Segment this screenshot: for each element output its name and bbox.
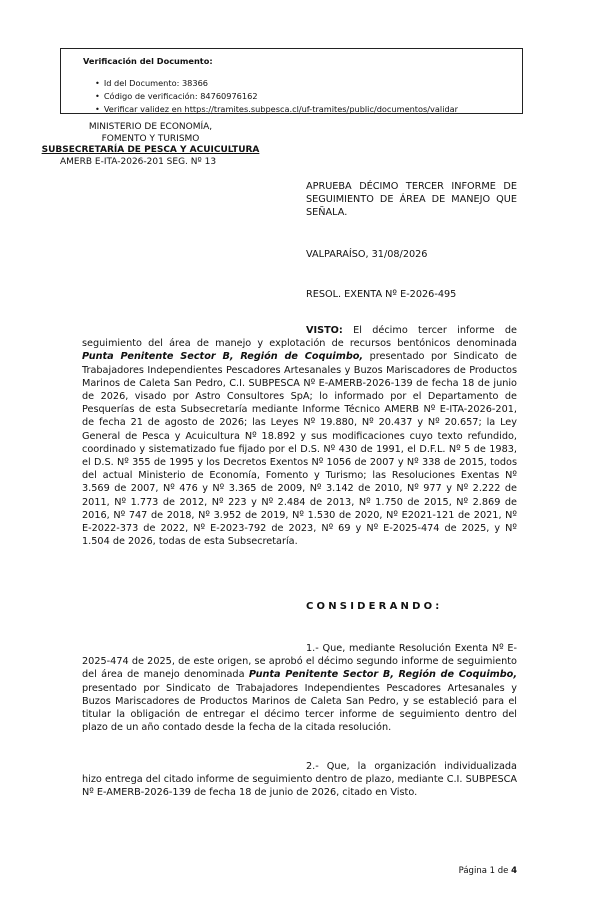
considerando-paragraph-1 xyxy=(82,642,517,734)
document-id: • Id del Documento: 38366 xyxy=(95,77,522,90)
page-total: 4 xyxy=(511,866,517,876)
considerando-heading: CONSIDERANDO: xyxy=(306,601,443,612)
visto-text-2: presentado por Sindicato de Trabajadores Independientes Pescadores Artesanales y Buzos Mariscadores de Productos Marinos de Caleta San Pedro, C.I. SUBPESCA Nº E-AMERB-2026-139 de fecha 18 de junio de 2026, visado por Astro Consultores SpA; lo informado por el Departamento de Pesquerías de esta Subsecretaría mediante Informe Técnico AMERB Nº E-ITA-2026-201, de fecha 21 de agosto de 2026; las Leyes Nº 19.880, Nº 20.437 y Nº 20.657; la Ley General de Pesca y Acuicultura Nº 18.892 y sus modificaciones cuyo texto refundido, coordinado y sistematizado fue fijado por el D.S. Nº 430 de 1991, el D.F.L. Nº 5 de 1983, el D.S. Nº 355 de 1995 y los Decretos Exentos Nº 1056 de 2007 y Nº 338 de 2015, todos del actual Ministerio de Economía, Fomento y Turismo; las Resoluciones Exentas Nº 3.569 de 2007, Nº 476 y Nº 3.365 de 2009, Nº 3.142 de 2010, Nº 977 y Nº 2.222 de 2011, Nº 1.773 de 2012, Nº 223 y Nº 2.484 de 2013, Nº 1.750 de 2015, Nº 2.869 de 2016, Nº 747 de 2018, Nº 3.952 de 2019, Nº 1.530 de 2020, Nº E2021-121 de 2021, Nº E-2022-373 de 2022, Nº E-2023-792 de 2023, Nº 69 y Nº E-2025-474 de 2025, y Nº 1.504 de 2026, todas de esta Subsecretaría. xyxy=(82,351,517,548)
considerando-paragraph-2 xyxy=(82,760,517,800)
consid-1-text-2: presentado por Sindicato de Trabajadores Independientes Pescadores Artesanales y Buzos Mariscadores de Productos Marinos de Caleta San Pedro, y se estableció para el titular la obligación de entregar el décimo tercer informe de seguimiento dentro del plazo de un año contado desde la fecha de la citada resolución. xyxy=(82,682,517,734)
page-number: 1 xyxy=(489,866,496,876)
ministry-line-1: MINISTERIO DE ECONOMÍA, xyxy=(88,122,213,132)
document-reference: AMERB E-ITA-2026-201 SEG. Nº 13 xyxy=(60,156,217,167)
verification-title: Verificación del Documento: xyxy=(83,56,213,66)
visto-text-1: El décimo tercer informe de seguimiento del área de manejo y explotación de recursos bentónicos denominada xyxy=(82,325,517,350)
place-date: VALPARAÍSO, 31/08/2026 xyxy=(306,249,428,260)
ministry-header xyxy=(28,122,273,168)
resolution-summary: APRUEBA DÉCIMO TERCER INFORME DE SEGUIMIENTO DE ÁREA DE MANEJO QUE SEÑALA. xyxy=(306,181,517,219)
page-footer xyxy=(459,866,517,876)
subsecretaria-name: SUBSECRETARÍA DE PESCA Y ACUICULTURA xyxy=(41,145,260,155)
verification-url[interactable]: • Verificar validez en https://tramites.subpesca.cl/uf-tramites/public/documentos/validar xyxy=(95,103,522,114)
consid-1-area-name: Punta Penitente Sector B, Región de Coquimbo, xyxy=(248,669,517,681)
page-word: Página xyxy=(458,866,487,876)
of-word: de xyxy=(497,866,509,876)
verification-list xyxy=(83,77,522,114)
visto-paragraph xyxy=(82,324,517,548)
visto-label: VISTO: xyxy=(306,325,343,336)
verification-code: • Código de verificación: 84760976162 xyxy=(95,90,522,103)
visto-area-name: Punta Penitente Sector B, Región de Coquimbo, xyxy=(82,351,364,363)
verification-box xyxy=(60,48,523,114)
consid-2-text: 2.- Que, la organización individualizada hizo entrega del citado informe de seguimiento dentro de plazo, mediante C.I. SUBPESCA Nº E-AMERB-2026-139 de fecha 18 de junio de 2026, citado en Visto. xyxy=(82,761,517,799)
resolution-number: RESOL. EXENTA Nº E-2026-495 xyxy=(306,289,457,300)
consid-1-text-1: 1.- Que, mediante Resolución Exenta Nº E-2025-474 de 2025, de este origen, se aprobó el décimo segundo informe de seguimiento del área de manejo denominada xyxy=(82,643,517,681)
ministry-line-2: FOMENTO Y TURISMO xyxy=(101,133,200,144)
